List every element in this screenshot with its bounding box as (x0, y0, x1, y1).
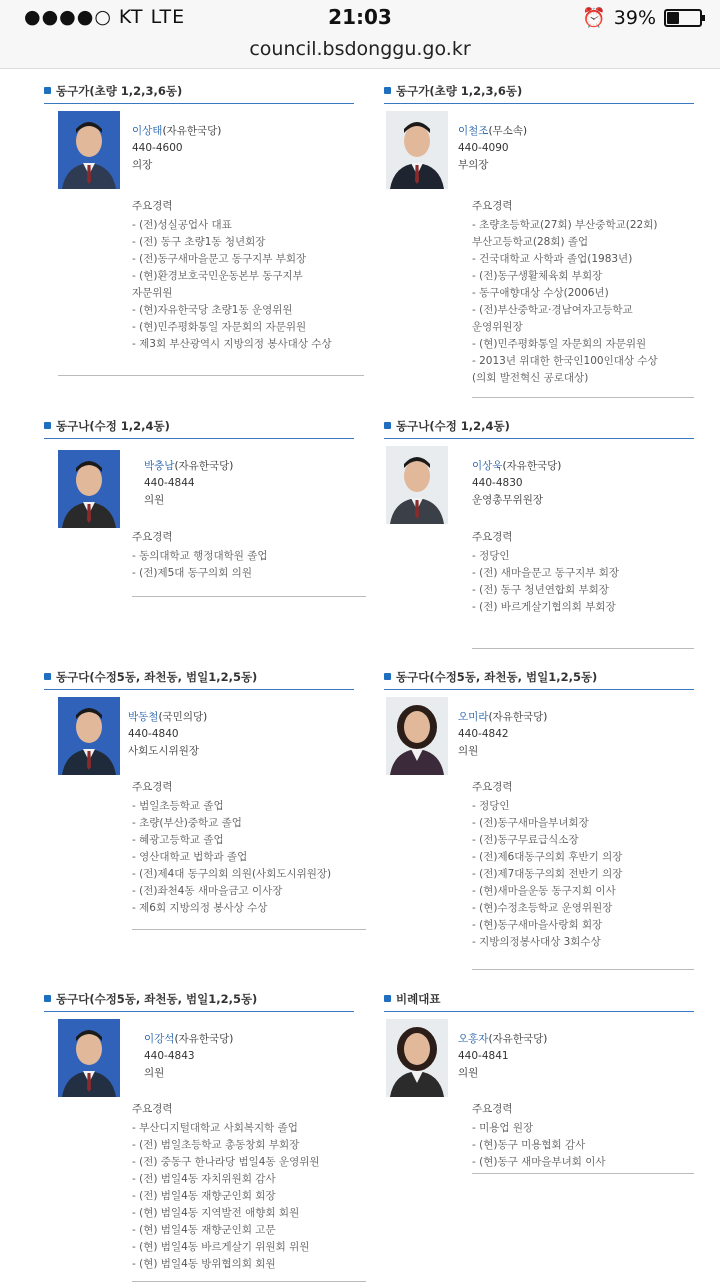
heading-underline (44, 103, 354, 104)
address-bar[interactable]: council.bsdonggu.go.kr (0, 36, 720, 69)
career-item: - (전) 동구 청년연합회 부회장 (472, 584, 609, 596)
battery-icon (664, 9, 702, 27)
member-party: (국민의당) (158, 711, 208, 723)
member-phone: 440-4841 (458, 1050, 509, 1062)
career-list (132, 529, 268, 582)
career-item: - (전)성실공업사 대표 (132, 219, 232, 231)
career-item: - (전)동구무료급식소장 (472, 834, 579, 846)
member-name[interactable]: 이상태 (132, 125, 163, 137)
career-item: - (현)환경보호국민운동본부 동구지부 (132, 270, 303, 282)
career-item: - (현)자유한국당 초량1동 운영위원 (132, 304, 293, 316)
member-name-line (458, 1031, 547, 1048)
career-item: - (전)부산중학교·경남여자고등학교 (472, 304, 633, 316)
section-divider (132, 596, 366, 597)
member-party: (자유한국당) (174, 460, 234, 472)
member-info (144, 458, 233, 509)
career-list (472, 198, 658, 387)
career-item: - (현) 범일4동 방위협의회 회원 (132, 1258, 276, 1270)
member-phone: 440-4840 (128, 728, 179, 740)
member-party: (자유한국당) (502, 460, 562, 472)
section-divider (472, 1173, 694, 1174)
member-phone: 440-4842 (458, 728, 509, 740)
district-heading: 동구가(초량 1,2,3,6동) (44, 82, 354, 100)
council-member-list (0, 70, 720, 1280)
career-title: 주요경력 (472, 200, 513, 212)
member-party: (자유한국당) (488, 711, 548, 723)
career-item: - (전) 동구 초량1동 청년회장 (132, 236, 266, 248)
member-name-line (458, 709, 547, 726)
member-info (458, 123, 527, 174)
member-photo (58, 450, 120, 528)
career-item: - (현)새마을운동 동구지회 이사 (472, 885, 616, 897)
career-item: - 지방의정봉사대상 3회수상 (472, 936, 601, 948)
career-item: - (현)수정초등학교 운영위원장 (472, 902, 613, 914)
career-list (472, 1101, 606, 1171)
career-item: - 동구애향대상 수상(2006년) (472, 287, 609, 299)
career-item: - 정당인 (472, 550, 510, 562)
career-title: 주요경력 (132, 200, 173, 212)
member-card (44, 668, 354, 914)
district-heading: 동구다(수정5동, 좌천동, 범일1,2,5동) (44, 990, 354, 1008)
career-item: - 혜광고등학교 졸업 (132, 834, 224, 846)
member-info (144, 1031, 233, 1082)
career-list (472, 779, 622, 951)
member-name[interactable]: 박동철 (128, 711, 159, 723)
career-item: - 제6회 지방의정 봉사상 수상 (132, 902, 268, 914)
member-role: 의장 (132, 159, 153, 171)
battery-percent: 39% (613, 6, 656, 29)
career-item: (의회 발전혁신 공로대상) (472, 372, 589, 384)
heading-underline (44, 689, 354, 690)
member-name[interactable]: 오홍자 (458, 1033, 489, 1045)
career-item: - (현)동구 미용협회 감사 (472, 1139, 586, 1151)
career-item: - (전)동구생활체육회 부회장 (472, 270, 603, 282)
alarm-icon: ⏰ (582, 7, 606, 29)
district-heading: 동구다(수정5동, 좌천동, 범일1,2,5동) (44, 668, 354, 686)
member-name-line (472, 458, 561, 475)
member-role: 운영총무위원장 (472, 494, 544, 506)
member-info (472, 458, 561, 509)
career-item: - (전) 범일4동 자치위원회 감사 (132, 1173, 276, 1185)
career-title: 주요경력 (132, 781, 173, 793)
career-item: - (현)민주평화통일 자문회의 자문위원 (132, 321, 307, 333)
career-item: - (현)동구새마을사랑회 회장 (472, 919, 603, 931)
member-photo (58, 111, 120, 189)
career-title: 주요경력 (132, 531, 173, 543)
member-party: (자유한국당) (162, 125, 222, 137)
member-photo (386, 111, 448, 189)
member-card (384, 417, 694, 613)
member-photo (386, 446, 448, 524)
member-role: 의원 (458, 1067, 479, 1079)
member-name[interactable]: 이상욱 (472, 460, 503, 472)
career-item: - 동의대학교 행정대학원 졸업 (132, 550, 268, 562)
section-divider (472, 648, 694, 649)
career-item: - (현) 범일4동 바르게살기 위원회 위원 (132, 1241, 310, 1253)
career-item: - (전)제7대동구의회 전반기 의장 (472, 868, 623, 880)
career-item: - 범일초등학교 졸업 (132, 800, 224, 812)
section-divider (472, 397, 694, 398)
member-role: 의원 (144, 1067, 165, 1079)
member-card (384, 990, 694, 1168)
career-title: 주요경력 (132, 1103, 173, 1115)
member-card (44, 990, 354, 1270)
member-card (44, 417, 354, 579)
career-item: - (전)제6대동구의회 후반기 의장 (472, 851, 623, 863)
career-item: - 건국대학교 사학과 졸업(1983년) (472, 253, 633, 265)
member-info (132, 123, 221, 174)
carrier-signal: ●●●●○ KT LTE (24, 6, 186, 28)
member-phone: 440-4600 (132, 142, 183, 154)
member-role: 의원 (458, 745, 479, 757)
member-party: (자유한국당) (174, 1033, 234, 1045)
heading-underline (44, 1011, 354, 1012)
heading-underline (384, 1011, 694, 1012)
section-divider (132, 929, 366, 930)
career-list (132, 1101, 320, 1273)
member-photo (386, 1019, 448, 1097)
career-title: 주요경력 (472, 781, 513, 793)
career-item: - 초량초등학교(27회) 부산중학교(22회) (472, 219, 658, 231)
career-title: 주요경력 (472, 1103, 513, 1115)
member-role: 사회도시위원장 (128, 745, 200, 757)
district-heading: 동구다(수정5동, 좌천동, 범일1,2,5동) (384, 668, 694, 686)
member-phone: 440-4090 (458, 142, 509, 154)
member-name[interactable]: 이철조 (458, 125, 489, 137)
career-item: - 초량(부산)중학교 졸업 (132, 817, 242, 829)
career-item: - (현) 범일4동 재향군인회 고문 (132, 1224, 276, 1236)
career-item: - (전)좌천4동 새마을금고 이사장 (132, 885, 283, 897)
heading-underline (384, 689, 694, 690)
member-party: (무소속) (488, 125, 528, 137)
status-bar (0, 0, 720, 36)
member-party: (자유한국당) (488, 1033, 548, 1045)
member-photo (58, 1019, 120, 1097)
member-phone: 440-4843 (144, 1050, 195, 1062)
member-info (458, 709, 547, 760)
clock: 21:03 (328, 5, 392, 29)
member-phone: 440-4830 (472, 477, 523, 489)
member-name[interactable]: 오미라 (458, 711, 489, 723)
career-item: - 미용업 원장 (472, 1122, 534, 1134)
career-item: - (전) 새마을문고 동구지부 회장 (472, 567, 620, 579)
member-role: 의원 (144, 494, 165, 506)
career-item: - (현)동구 새마을부녀회 이사 (472, 1156, 606, 1168)
member-name[interactable]: 박충남 (144, 460, 175, 472)
career-item: - (전)동구새마을문고 동구지부 부회장 (132, 253, 307, 265)
career-item: - 2013년 위대한 한국인100인대상 수상 (472, 355, 658, 367)
district-heading: 동구나(수정 1,2,4동) (44, 417, 354, 435)
career-title: 주요경력 (472, 531, 513, 543)
career-item: - 정당인 (472, 800, 510, 812)
career-item: - (현) 범일4동 지역발전 애향회 회원 (132, 1207, 300, 1219)
status-right (582, 6, 702, 29)
member-card (44, 82, 354, 350)
heading-underline (44, 438, 354, 439)
member-name-line (128, 709, 207, 726)
career-item: - (현)민주평화통일 자문회의 자문위원 (472, 338, 647, 350)
member-phone: 440-4844 (144, 477, 195, 489)
member-name-line (144, 458, 233, 475)
heading-underline (384, 438, 694, 439)
member-card (384, 82, 694, 384)
career-item: - 제3회 부산광역시 지방의정 봉사대상 수상 (132, 338, 332, 350)
career-item: - 영산대학교 법학과 졸업 (132, 851, 248, 863)
career-item: - (전) 범일4동 재향군인회 회장 (132, 1190, 276, 1202)
district-heading: 동구가(초량 1,2,3,6동) (384, 82, 694, 100)
district-heading: 비례대표 (384, 990, 694, 1008)
member-name-line (458, 123, 527, 140)
career-item: - 부산디지털대학교 사회복지학 졸업 (132, 1122, 298, 1134)
career-item: 운영위원장 (472, 321, 523, 333)
member-photo (386, 697, 448, 775)
career-list (132, 779, 331, 917)
career-item: - (전) 바르게살기협의회 부회장 (472, 601, 616, 613)
career-item: 부산고등학교(28회) 졸업 (472, 236, 589, 248)
member-name-line (132, 123, 221, 140)
career-item: - (전) 범일초등학교 총동창회 부회장 (132, 1139, 300, 1151)
career-item: - (전) 중동구 한나라당 범일4동 운영위원 (132, 1156, 320, 1168)
section-divider (472, 969, 694, 970)
career-list (472, 529, 619, 616)
member-photo (58, 697, 120, 775)
career-item: 자문위원 (132, 287, 173, 299)
member-name[interactable]: 이강석 (144, 1033, 175, 1045)
member-name-line (144, 1031, 233, 1048)
career-item: - (전)제5대 동구의회 의원 (132, 567, 252, 579)
member-card (384, 668, 694, 948)
member-info (128, 709, 207, 760)
member-role: 부의장 (458, 159, 489, 171)
career-item: - (전)제4대 동구의회 의원(사회도시위원장) (132, 868, 332, 880)
district-heading: 동구나(수정 1,2,4동) (384, 417, 694, 435)
career-list (132, 198, 332, 353)
member-info (458, 1031, 547, 1082)
heading-underline (384, 103, 694, 104)
career-item: - (전)동구새마을부녀회장 (472, 817, 589, 829)
section-divider (58, 375, 364, 376)
